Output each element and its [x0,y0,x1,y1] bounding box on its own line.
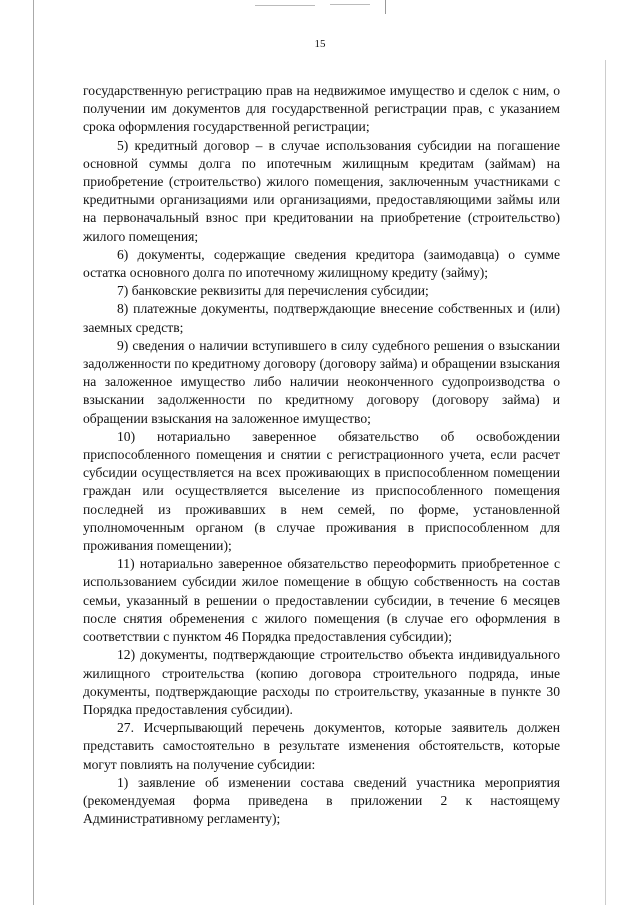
page-number: 15 [314,38,326,50]
paragraph-point-27-item-1: 1) заявление об изменении состава сведений участника мероприятия (рекомендуемая форма приведена в приложении 2 к настоящему Административному регламенту); [83,774,560,827]
paragraph-item-11: 11) нотариально заверенное обязательство переоформить приобретенное с использованием субсидии жилое помещение в общую собственность на состав семьи, указанный в решении о предоставлении субсидии, в течение 6 месяцев после снятия обременения с жилого помещения (в случае его оформления в соответствии с пунктом 46 Порядка предоставления субсидии); [83,556,560,645]
scan-artifact [255,5,315,6]
paragraph-point-27: 27. Исчерпывающий перечень документов, которые заявитель должен представить самостоятельно в результате изменения обстоятельств, которые могут повлиять на получение субсидии: [83,720,560,772]
scan-edge-line [33,0,34,905]
paragraph-item-7: 7) банковские реквизиты для перечисления субсидии; [117,283,429,299]
paragraph-item-8: 8) платежные документы, подтверждающие внесение собственных и (или) заемных средств; [83,301,560,335]
paragraph-item-6: 6) документы, содержащие сведения кредитора (заимодавца) о сумме остатка основного долга по ипотечному жилищному кредиту (займу); [83,246,560,281]
scan-artifact [330,4,370,5]
scan-edge-line [605,60,606,905]
paragraph-item-9: 9) сведения о наличии вступившего в силу судебного решения о взыскании задолженности по кредитному договору (договору займа) и обращении взыскания на заложенное имущество либо наличии неоконченного судопроизводства о взыскании задолженности по кредитному договору (договору займа) и обращении взыскания на заложенное имущество; [83,337,560,426]
paragraph-item-10: 10) нотариально заверенное обязательство об освобождении приспособленного помещения и снятии с регистрационного учета, если расчет субсидии осуществляется на всех проживающих в приспособленном помещении граждан или осуществляется выселение из приспособленного помещения последней из проживавших в нем семей, по форме, установленной уполномоченным органом (в случае проживания в приспособленном для проживания помещении); [83,428,560,554]
paragraph-continuation: государственную регистрацию прав на недвижимое имущество и сделок с ним, о получении им документов для государственной регистрации прав, с указанием срока оформления государственной регистрации; [83,83,560,135]
document-body [83,82,560,828]
paragraph-item-12: 12) документы, подтверждающие строительство объекта индивидуального жилищного строительства (копию договора строительного подряда, иные документы, подтверждающие расходы по строительству, указанные в пункте 30 Порядка предоставления субсидии). [83,647,560,717]
scan-artifact [385,0,386,14]
paragraph-item-5: 5) кредитный договор – в случае использования субсидии на погашение основной суммы долга по ипотечным жилищным кредитам (займам) на приобретение (строительство) жилого помещения, заключенным участниками с кредитными организациями или организациями, предоставляющими займы или на первоначальный взнос при кредитовании на приобретение (строительство) жилого помещения; [83,137,560,244]
